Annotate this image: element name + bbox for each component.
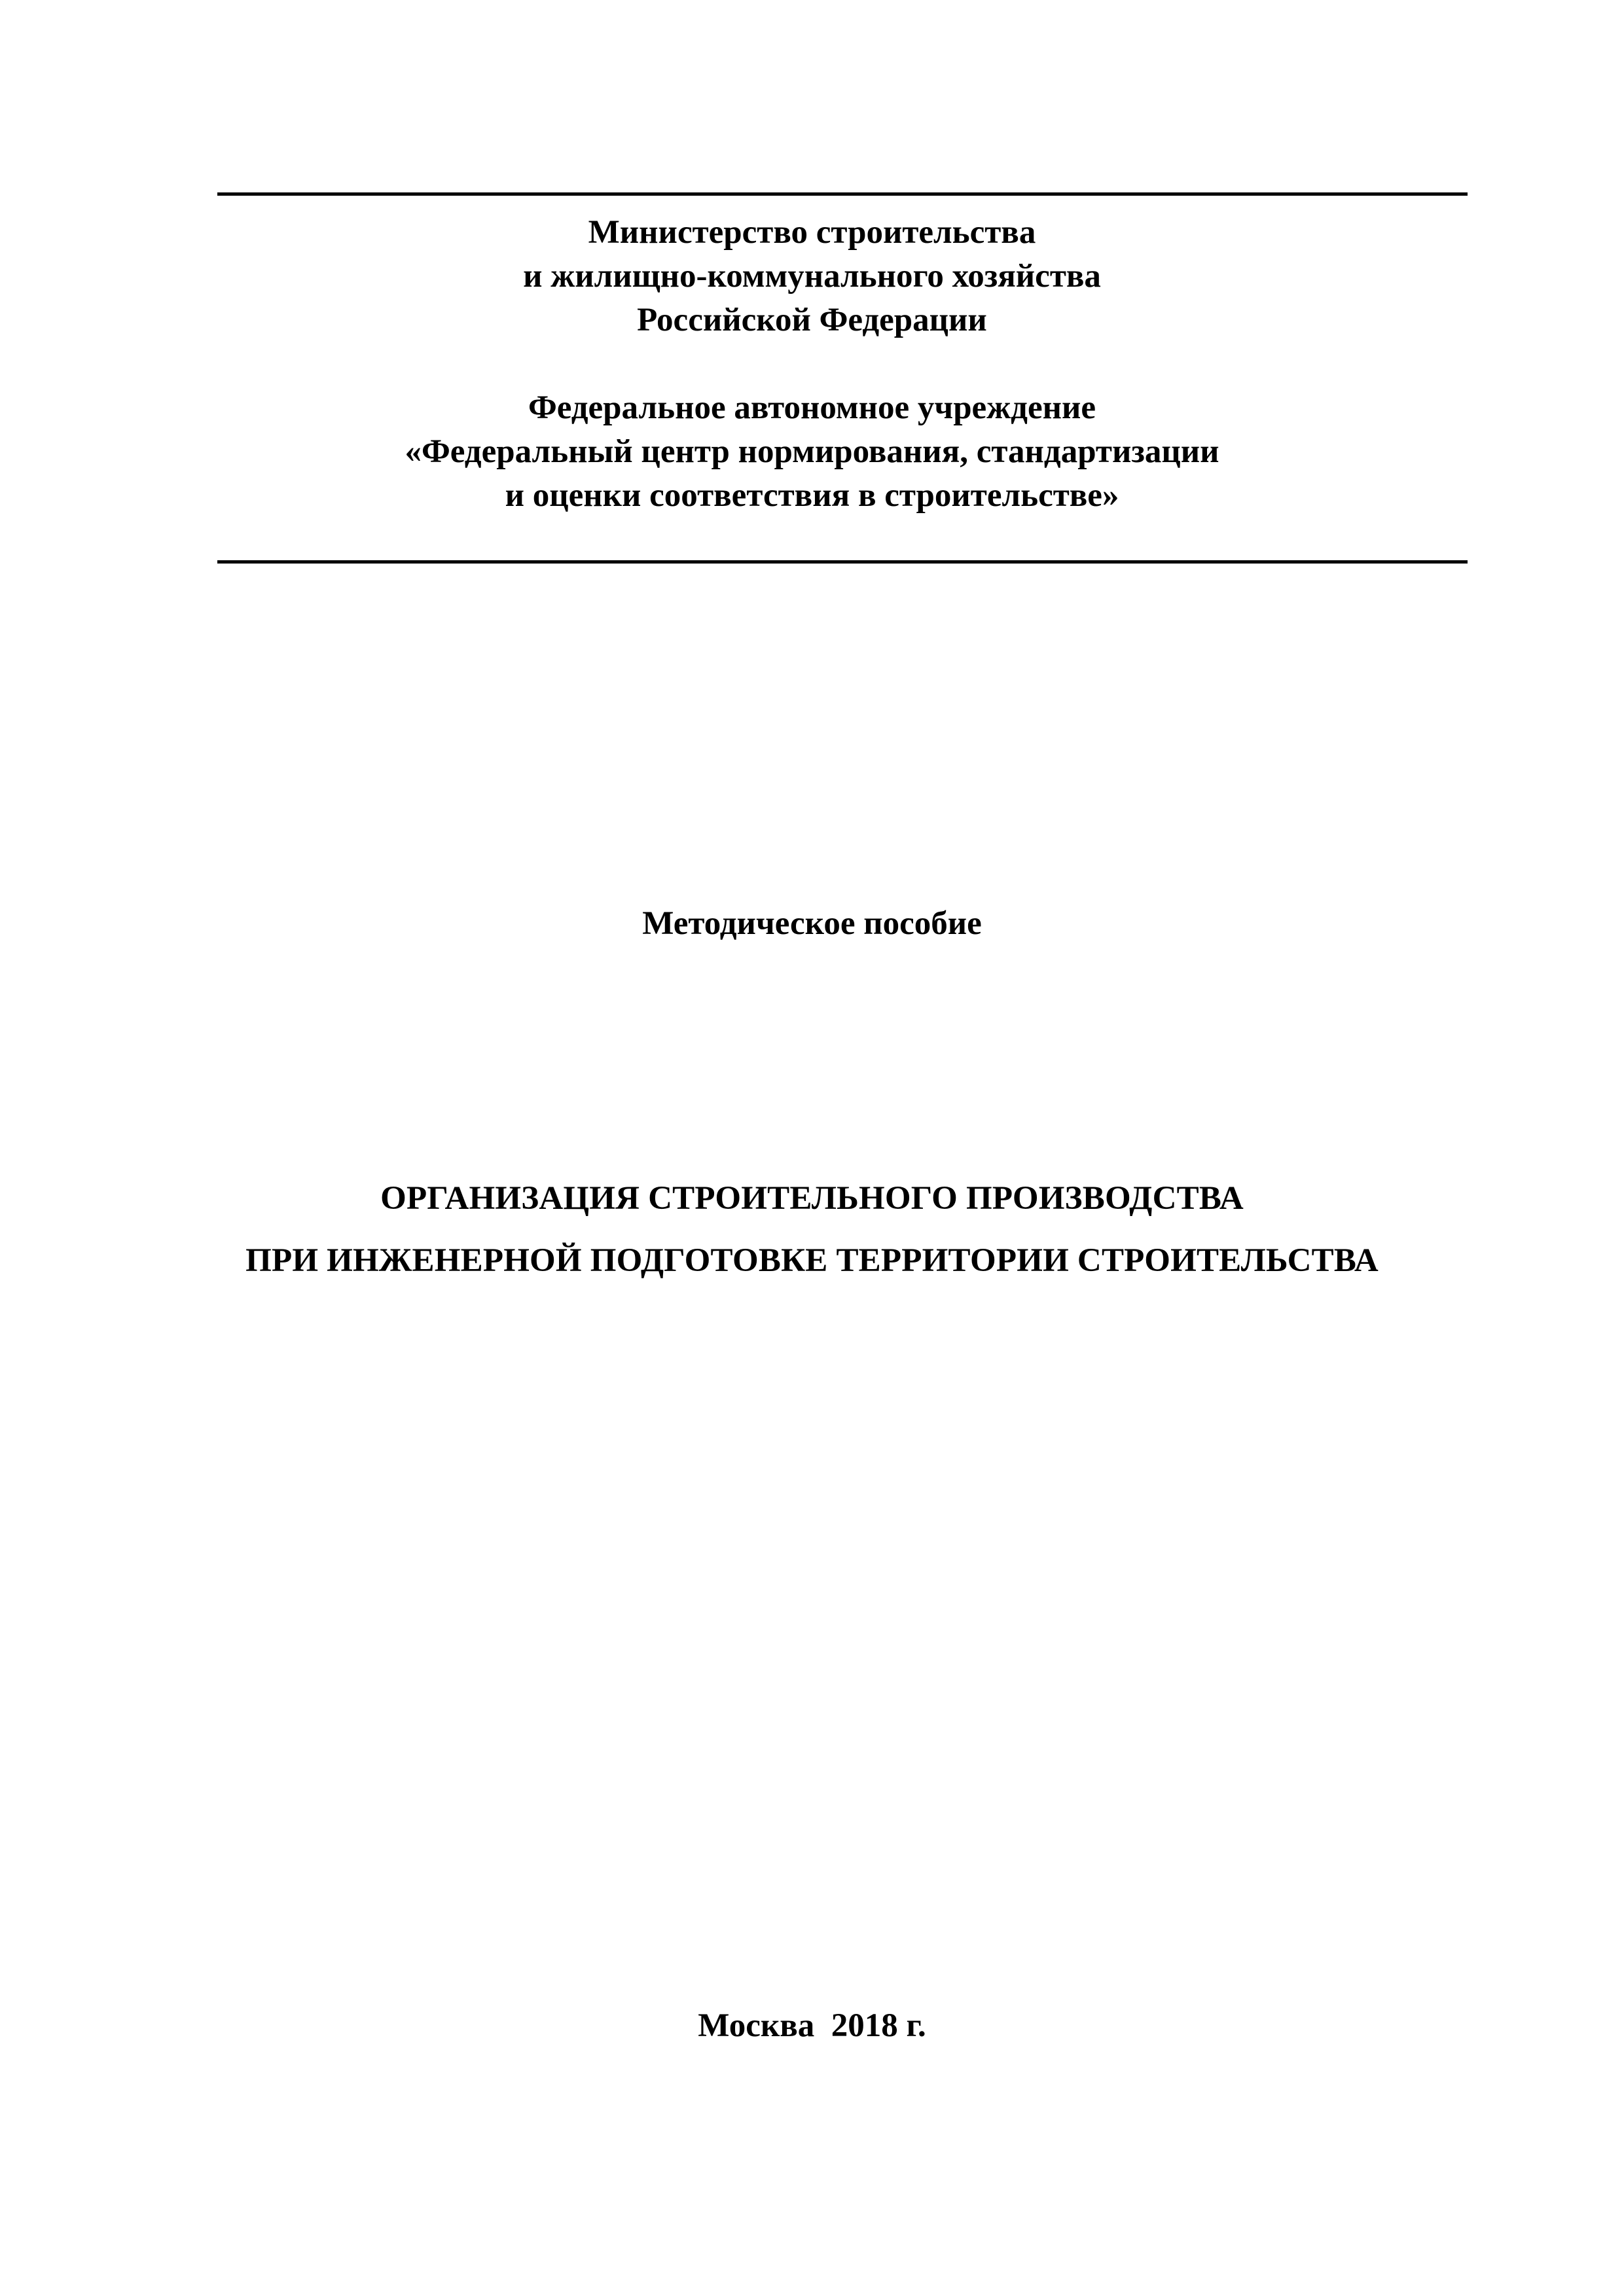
ministry-name: [0, 211, 1624, 342]
document-type: [0, 902, 1624, 946]
header-bottom-rule: [217, 560, 1468, 564]
header-top-rule: [217, 192, 1468, 196]
ministry-line: и жилищно-коммунального хозяйства: [523, 258, 1101, 295]
document-title: [0, 1168, 1624, 1292]
document-type-label: Методическое пособие: [642, 905, 982, 942]
place-and-year: Москва 2018 г.: [698, 2007, 926, 2044]
institution-line: «Федеральный центр нормирования, стандартизации: [405, 433, 1219, 470]
institution-line: и оценки соответствия в строительстве»: [505, 477, 1119, 514]
document-title-line: ОРГАНИЗАЦИЯ СТРОИТЕЛЬНОГО ПРОИЗВОДСТВА: [380, 1180, 1244, 1217]
document-title-line: ПРИ ИНЖЕНЕРНОЙ ПОДГОТОВКЕ ТЕРРИТОРИИ СТРОИТЕЛЬСТВА: [245, 1242, 1379, 1279]
ministry-line: Российской Федерации: [637, 302, 987, 338]
institution-name: [0, 386, 1624, 518]
institution-line: Федеральное автономное учреждение: [528, 389, 1096, 426]
ministry-line: Министерство строительства: [588, 214, 1036, 251]
